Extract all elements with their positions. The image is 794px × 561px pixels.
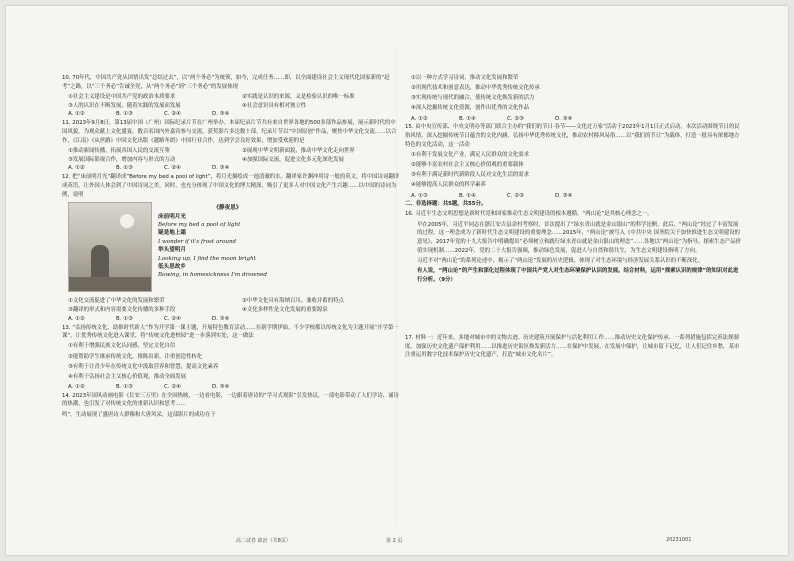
question-10-options-row-1	[62, 93, 400, 102]
question-14-stem-tail: 鸣”，生动展现了盛唐诗人群像和大唐风采，这部影片的成功在于	[62, 411, 216, 418]
answer-choice: A. ①②	[68, 383, 85, 390]
question-11-option: ③发展国际影视合作，增加内容与形式的互动	[68, 156, 176, 163]
question-14-option: ④深入挖掘传统文化资源，创作出优秀的文化作品	[411, 105, 530, 112]
question-17-stem: 17. 材料一：近年来，多地对城市中的文物古迹、历史建筑开展保护与活化利用工作……推动历史文化保护传承。一系列措施包括完善法规制度、加强历史文化遗产保护利用……以推进历史街区焕发新活力……在保护中发展、在发展中保护，让城市留下记忆，让人们记住乡愁，某市注重运用数字化技术保护历史文化遗产，打造“城市文化名片”。	[405, 334, 740, 359]
question-13-option: ②能帮助学生继承传统文化，推陈出新，注重创造性转化	[68, 353, 203, 360]
question-12-stem: 12. 把“床前明月光”翻译成“Before my bed a pool of light”，将月光描绘成一池清澈的水。翻译家许渊冲用诗一般的英文，将中国诗词翻译成英语，让外国人体会到了中国诗词之美。同时，也充分体现了中国文化的博大精深，吸引了更多人对中国文化产生兴趣……以中国的诗词为例，说明	[62, 174, 400, 198]
answer-choice: C. ②③	[507, 115, 524, 122]
footer-page-number: 第 2 页	[386, 538, 403, 544]
answer-choice: D. ③④	[212, 315, 230, 322]
left-column	[62, 74, 400, 421]
answer-choice: C. ②④	[164, 111, 181, 118]
answer-choice: D. ③④	[212, 383, 230, 390]
poem-line-en: Before my bed a pool of light	[158, 222, 241, 229]
answer-choice: C. ②④	[164, 383, 181, 390]
footer-exam-label: 高二试卷 政治（共8页）	[236, 538, 291, 544]
answer-choice: A. ①②	[411, 115, 428, 122]
poem-line-zh: 疑是地上霜	[158, 230, 186, 237]
question-12-option: ①文化交流促进了中华文化的发展和繁荣	[68, 298, 165, 305]
question-10-option: ②实践是认识的来源，又是检验认识的唯一标准	[242, 93, 355, 100]
answer-choice: D. ③④	[212, 111, 230, 118]
question-11-options-row-2	[62, 156, 400, 165]
question-16-material: 早在2005年，习近平同志在浙江安吉县余村考察时，首次提出了“绿水青山就是金山银山”的科学论断。此后，“两山论”经过了丰富发展的过程，这一理念成为了新时代生态文明建设的重要理念……2015年，“两山论”被写入《中共中央 国务院关于加快推进生态文明建设的意见》，2017年党的十九大报告中明确提出“必须树立和践行绿水青山就是金山银山的理念”……各地以“两山论”为指导，探索生态产品价值实现机制……2022年，党的二十大报告强调，推动绿色发展，促进人与自然和谐共生，为生态文明建设指明了方向。	[417, 221, 742, 254]
poem-line-en: Bowing, in homesickness I'm drowned	[158, 272, 267, 279]
poem-figure	[68, 202, 400, 294]
answer-choice: A. ①②	[68, 111, 85, 118]
question-12-answers	[62, 315, 400, 324]
poem-illustration	[68, 202, 152, 292]
question-16-stem: 16. 习近平生态文明思想是新时代党和国家推动生态文明建设的根本遵循。“两山论”是其核心理念之一。	[405, 211, 653, 218]
answer-choice: A. ①③	[411, 192, 428, 199]
question-14-option: ①以一种方式学习诗词，推动文化发展和繁荣	[411, 75, 519, 81]
question-14-stem: 14. 2023年国风动画电影《长安三万里》在全国热映，一边看电影，一边跟着唐诗的“学习式观影”引发热议。一部电影带动了人们学诗、诵诗的热潮，也引发了对传统文化的重新认识和思考……	[62, 392, 399, 408]
poem-text	[158, 202, 267, 294]
question-11-option: ②展现中华文明新面貌，推动中华文化走向世界	[242, 147, 355, 154]
question-12-option: ④文化多样性是文化发展的重要源泉	[242, 307, 328, 314]
question-10-option: ④社会意识具有相对独立性	[242, 102, 307, 109]
answer-choice: C. ②③	[507, 192, 524, 199]
question-11-answers	[62, 164, 400, 173]
footer-code: 20231001	[666, 537, 692, 543]
answer-choice: B. ①④	[459, 115, 476, 122]
question-10-option: ①社会主义建设是中国共产党的政治本质要求	[68, 93, 176, 100]
question-12-options-row-2	[62, 306, 400, 315]
question-14-option: ②用现代技术和创意表达，推动中华优秀传统文化传承	[411, 85, 540, 92]
question-15-option: ②能够丰富农村社会主义核心价值观的重要载体	[411, 162, 524, 169]
question-13-option: ④有利于弘扬社会主义核心价值观，推动全面发展	[68, 373, 187, 380]
poem-line-zh: 举头望明月	[158, 247, 186, 254]
answer-choice: D. ③④	[555, 192, 573, 199]
answer-choice: C. ②④	[164, 315, 181, 322]
section-heading: 二、非选择题：共5题，共55分。	[405, 201, 487, 208]
poem-line-en: I wonder if it's frost around	[158, 238, 237, 245]
question-14-option: ③实现传统与现代的融合，使传统文化焕发新的活力	[411, 95, 535, 102]
answer-choice: D. ③④	[212, 165, 230, 172]
question-15-option: ④能够提高人民群众的科学素养	[411, 182, 486, 189]
question-15-stem: 15. 由中央宣传部、中央文明办等部门联合主办的“我们的节日·春节——文化过万家”活动于2023年1月1日正式启动。本次活动围绕节日的民俗风情，深入挖掘传统节日蕴含的文化内涵，弘扬中华优秀传统文化，推动农村移风易俗……以“我们的节日”为载体，打造一批具有浓郁地方特色的文化活动，这一活动	[405, 124, 740, 148]
question-10-option: ③人的认识在不断发展，随着实践的发展而发展	[68, 102, 181, 109]
poem-title: 《静夜思》	[213, 205, 242, 212]
question-13-option: ①有利于增强民族文化认同感，坚定文化自信	[68, 343, 176, 350]
question-15-answers	[405, 192, 743, 201]
answer-choice: A. ①②	[68, 315, 85, 322]
answer-choice: B. ①④	[459, 192, 476, 199]
question-10-answers	[62, 110, 400, 119]
question-12-option: ②中华文化具有海纳百川、兼收并蓄的特点	[242, 298, 344, 305]
answer-blank-area	[405, 286, 743, 334]
moon-shape	[119, 213, 135, 229]
question-13-stem: 13. “弘扬传统文化，助推时代新人”作为开学第一课主题，开展特色教育活动……在新学期伊始，不少学校都以传统文化为主题开展“开学第一课”，让优秀传统文化进入课堂，将“传统文化进校园”进一步落到实处，这一做法	[62, 324, 399, 340]
question-16-prompt: 有人说，“两山论”的产生和深化过程体现了中国共产党人对生态环境保护认识的发展。结合材料，运用“探索认识的规律”的知识对此进行分析。（9分）	[417, 268, 739, 283]
question-10-options-row-2	[62, 102, 400, 111]
exam-sheet	[6, 6, 788, 555]
question-13-option: ③有利于让青少年在传统文化中汲取营养和智慧，提高文化素养	[68, 363, 219, 370]
question-15-option: ①有利于发展文化产业，满足人民群众的文化需求	[411, 151, 530, 158]
question-12-option: ③翻译的形式和内容需要文化传播的多种手段	[68, 307, 176, 314]
answer-choice: B. ①③	[116, 383, 133, 390]
question-10-stem: 10. 70年代，中国共产党从国情出发“总结过去”，以“两个务必”为统领，如今，完成任务……即，以全面建设社会主义现代化国家新的“赶考”之路，以“三个务必”告诫全党，从“两个务必”到“三个务必”的发展体现	[62, 75, 390, 90]
question-11-option: ④加强国际交流，促进文化多元化深化发展	[242, 156, 344, 163]
question-15-option: ③有利于满足新时代新阶段人民对文化生活的需求	[411, 172, 530, 179]
answer-choice: C. ②④	[164, 165, 181, 172]
right-column	[405, 74, 743, 362]
question-12-options-row-1	[62, 297, 400, 306]
answer-choice: B. ①③	[116, 315, 133, 322]
answer-choice: B. ①③	[116, 165, 133, 172]
question-11-stem: 11. 2023年9月8日，第13届中国（广州）国际纪录片节在广州举办。本届纪录片节共有来自世界各地的500多部作品参展，展示新时代的中国风貌，为观众献上文化盛宴。数百名国内外嘉宾参与交流，获奖影片多达数十部。纪录片节以“中国原创”作品，聚焦中华文化交流……以合作，《江南》《从丝路》中国文化出版《越路冬朗》中国行业合作，达到学会良好效果，增加受欢迎的是	[62, 120, 397, 144]
answer-choice: D. ③④	[555, 115, 573, 122]
poem-line-en: Looking up, I find the moon bright	[158, 255, 256, 262]
question-14-answers	[405, 115, 743, 124]
question-13-answers	[62, 383, 400, 392]
question-11-option: ①推动新闻传播，拓展各国人民的交流互鉴	[68, 147, 170, 154]
answer-choice: B. ①③	[116, 111, 133, 118]
poem-line-zh: 床前明月光	[158, 213, 186, 220]
question-16-material-2: 习近平对“两山论”的系列论述中，揭示了“两山论”发展的历史逻辑，体现了对生态环境与经济发展关系认识的不断深化。	[417, 257, 704, 264]
ground-shape	[69, 277, 151, 291]
answer-choice: A. ①②	[68, 165, 85, 172]
poem-line-zh: 低头思故乡	[158, 264, 186, 271]
question-11-options-row-1	[62, 147, 400, 156]
